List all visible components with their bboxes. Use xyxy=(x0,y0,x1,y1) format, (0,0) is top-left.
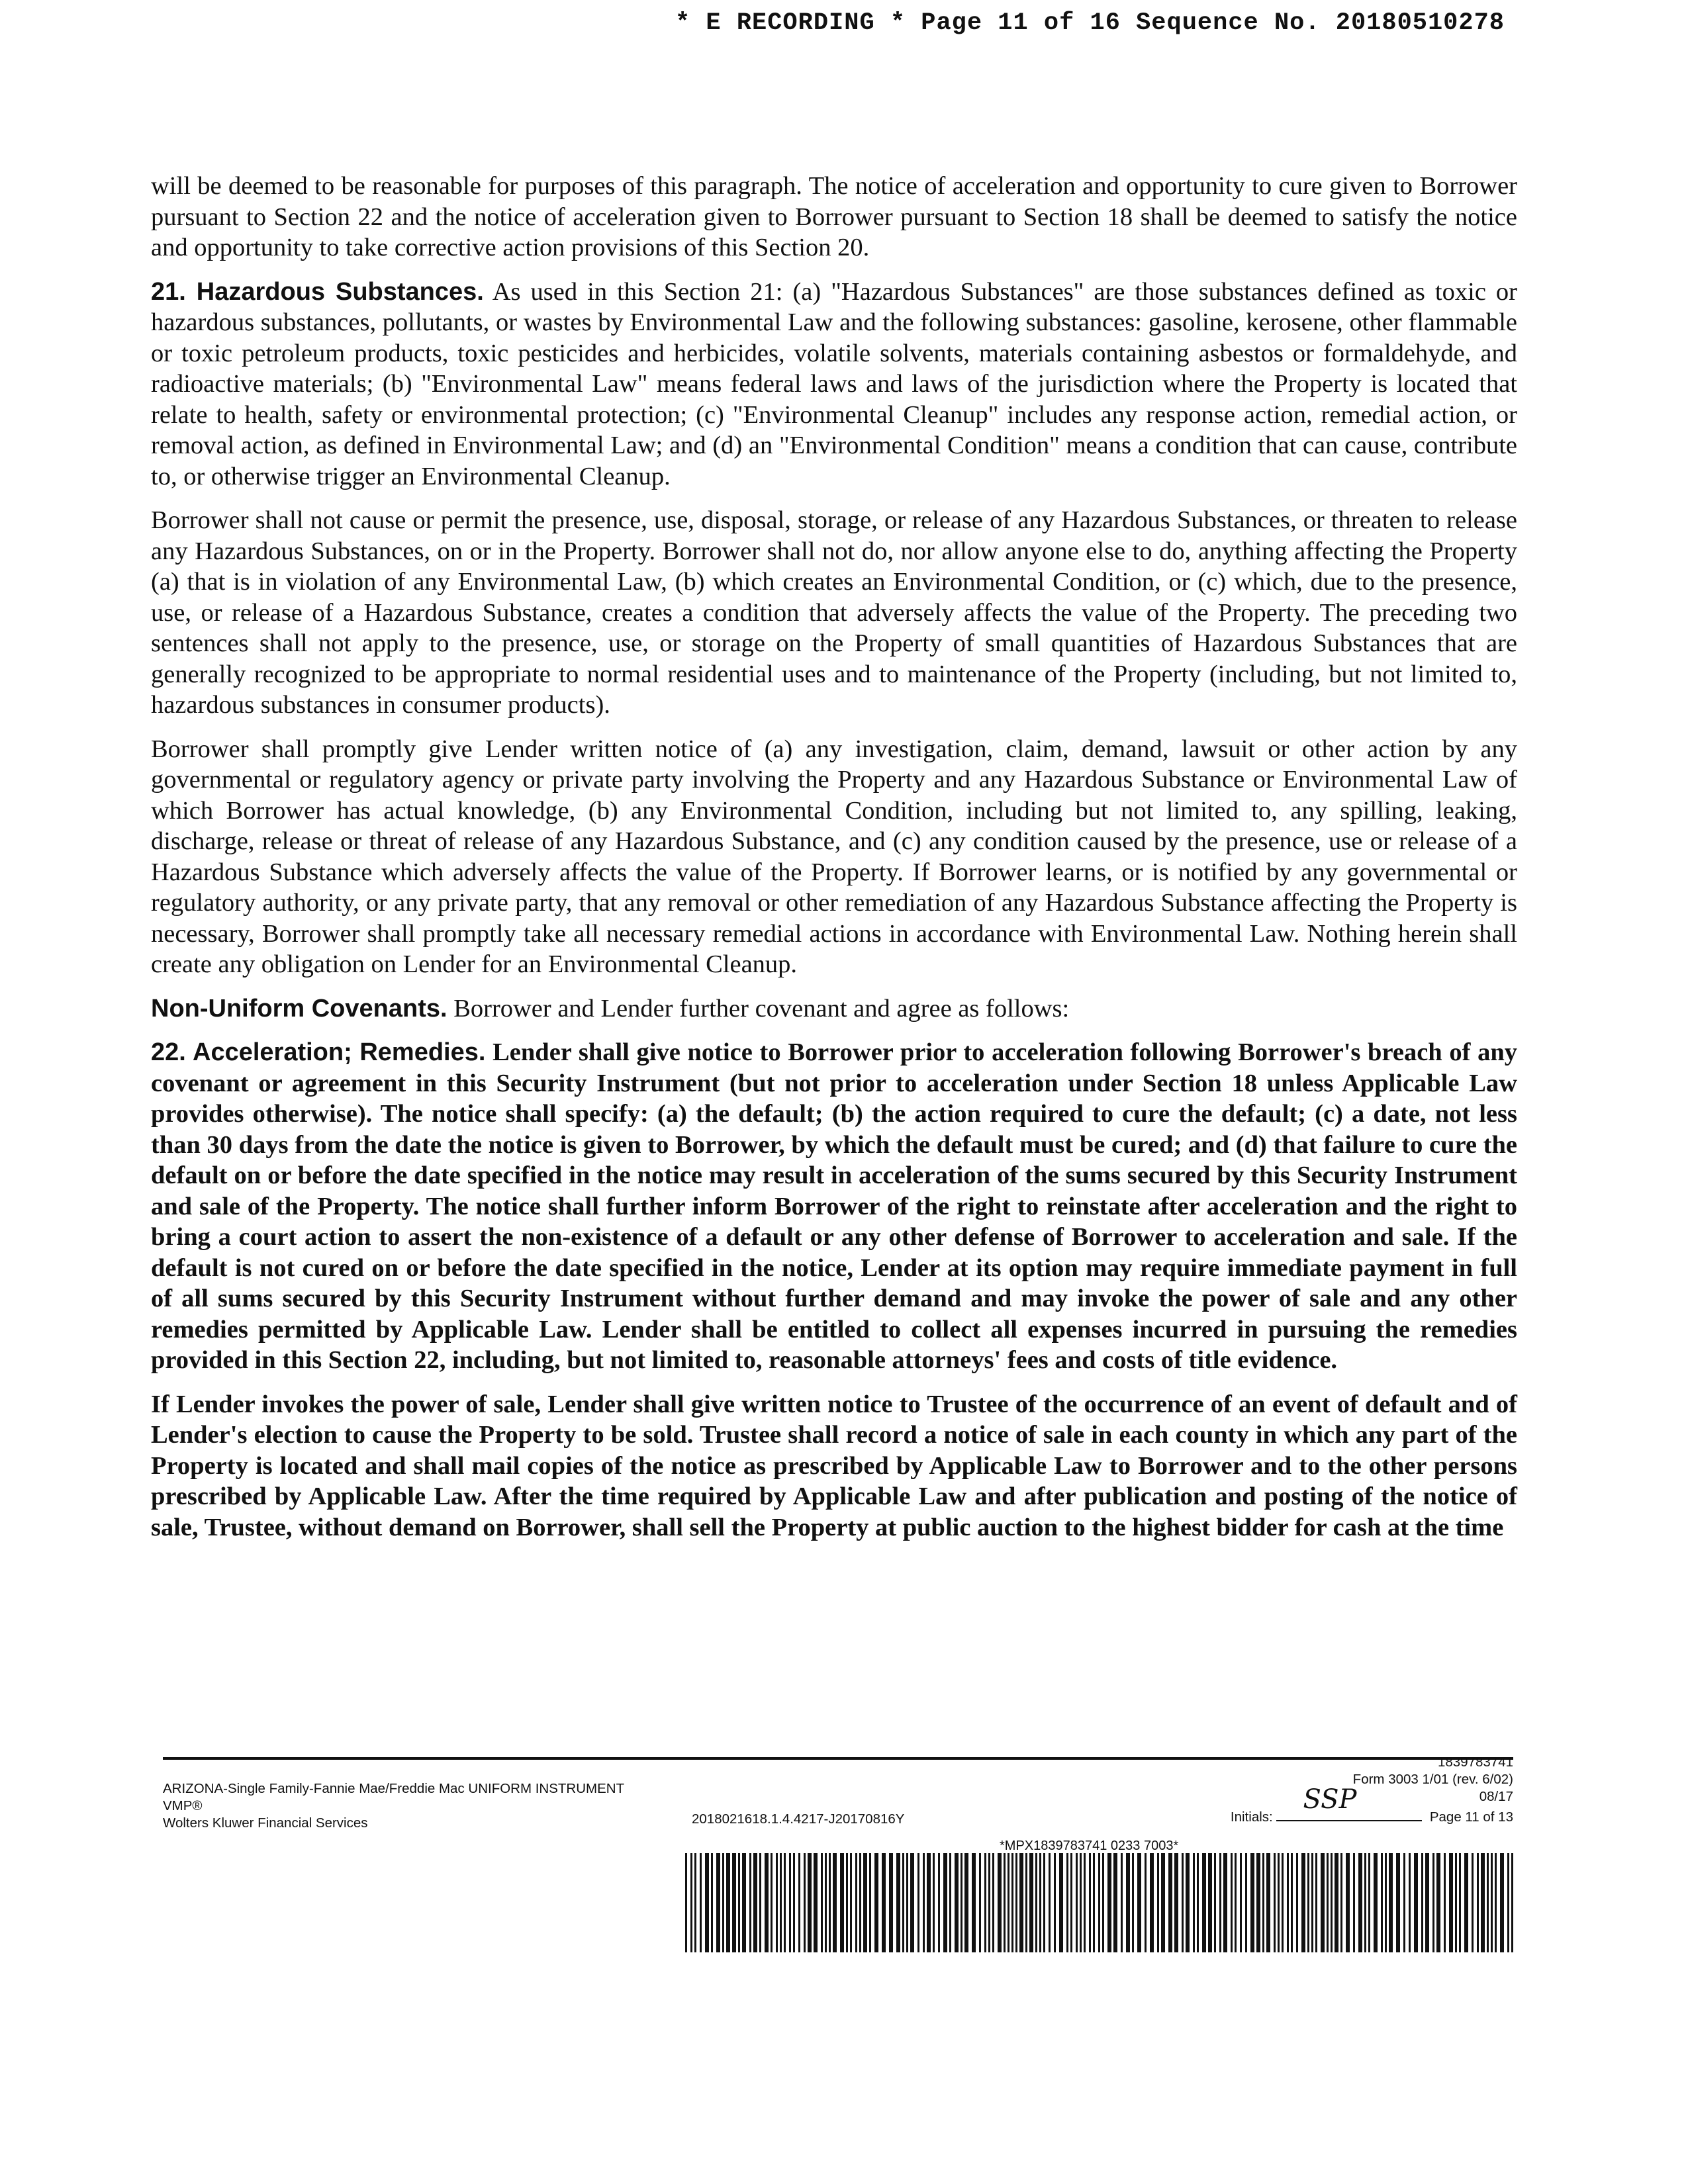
paragraph-non-uniform-covenants xyxy=(151,993,1517,1024)
barcode-bar xyxy=(1150,1853,1154,1952)
section-21-text: As used in this Section 21: (a) "Hazardous Substances" are those substances defined as toxic or hazardous substances, pollutants, or wastes by Environmental Law and the following substances: gasoline, kerosene, other flammable or toxic petroleum products, toxic pesticides and herbicides, volatile solvents, materials containing asbestos or formaldehyde, and radioactive materials; (b) "Environmental Law" means federal laws and laws of the jurisdiction where the Property is located that relate to health, safety or environmental protection; (c) "Environmental Cleanup" includes any response action, remedial action, or removal action, as defined in Environmental Law; and (d) an "Environmental Condition" means a condition that can cause, contribute to, or otherwise trigger an Environmental Cleanup. xyxy=(151,277,1517,490)
barcode-bar xyxy=(1491,1853,1493,1952)
barcode-bar xyxy=(1004,1853,1006,1952)
section-22-heading: 22. Acceleration; Remedies. xyxy=(151,1038,486,1066)
paragraph-section-22 xyxy=(151,1037,1517,1376)
barcode-bar xyxy=(923,1853,925,1952)
barcode-bar xyxy=(726,1853,730,1952)
barcode-bar xyxy=(1364,1853,1366,1952)
barcode-bar xyxy=(833,1853,837,1952)
barcode-bar xyxy=(711,1853,713,1952)
barcode-bar xyxy=(1455,1853,1457,1952)
barcode-bar xyxy=(1449,1853,1453,1952)
barcode-bar xyxy=(998,1853,1002,1952)
barcode-bar xyxy=(1444,1853,1446,1952)
page-info: Page 11 of 13 xyxy=(1429,1809,1513,1825)
barcode-bar xyxy=(1137,1853,1141,1952)
barcode-bar xyxy=(1008,1853,1009,1952)
barcode-bar xyxy=(1126,1853,1130,1952)
barcode-bar xyxy=(1472,1853,1474,1952)
barcode-bar xyxy=(1174,1853,1178,1952)
barcode-bar xyxy=(1436,1853,1440,1952)
barcode-bar xyxy=(1066,1853,1068,1952)
barcode-bar xyxy=(771,1853,773,1952)
barcode-bar xyxy=(1425,1853,1429,1952)
barcode-bar xyxy=(1296,1853,1298,1952)
barcode-bar xyxy=(1346,1853,1350,1952)
barcode-bar xyxy=(753,1853,757,1952)
barcode-bar xyxy=(988,1853,990,1952)
initials-field xyxy=(1276,1784,1422,1821)
barcode-bar xyxy=(943,1853,947,1952)
barcode-bar xyxy=(1307,1853,1309,1952)
barcode-bar xyxy=(1043,1853,1045,1952)
barcode-bar xyxy=(1353,1853,1355,1952)
barcode-bar xyxy=(784,1853,786,1952)
barcode-bar xyxy=(742,1853,746,1952)
barcode-bar xyxy=(700,1853,702,1952)
barcode-bar xyxy=(917,1853,919,1952)
barcode-bar xyxy=(840,1853,844,1952)
barcode-bar xyxy=(1197,1853,1199,1952)
barcode-bar xyxy=(1113,1853,1117,1952)
barcode-bar xyxy=(1157,1853,1159,1952)
initials-label: Initials: xyxy=(1230,1809,1273,1825)
barcode-bar xyxy=(1464,1853,1468,1952)
form-title: ARIZONA-Single Family-Fannie Mae/Freddie Mac UNIFORM INSTRUMENT xyxy=(163,1781,625,1796)
barcode-bar xyxy=(1321,1853,1325,1952)
barcode-bar xyxy=(1459,1853,1461,1952)
barcode-bar xyxy=(1311,1853,1313,1952)
barcode-bar xyxy=(1495,1853,1497,1952)
barcode-bar xyxy=(1481,1853,1485,1952)
barcode-bar xyxy=(1256,1853,1260,1952)
barcode-bar xyxy=(690,1853,692,1952)
barcode-bar xyxy=(1403,1853,1405,1952)
barcode-bar xyxy=(1389,1853,1393,1952)
barcode-bar xyxy=(927,1853,931,1952)
paragraph-power-of-sale: If Lender invokes the power of sale, Lender shall give written notice to Trustee of the occurrence of an event of default and of Lender's election to cause the Property to be sold. Trustee shall record a notice of sale in each county in which any part of the Property is located and shall mail copies of the notice as prescribed by Applicable Law to Borrower and to the other persons prescribed by Applicable Law. After the time required by Applicable Law and after publication and posting of the notice of sale, Trustee, without demand on Borrower, shall sell the Property at public auction to the highest bidder for cash at the time xyxy=(151,1390,1517,1541)
barcode-bar xyxy=(1193,1853,1195,1952)
barcode-bar xyxy=(776,1853,778,1952)
barcode-bar xyxy=(1368,1853,1370,1952)
barcode-bar xyxy=(1358,1853,1362,1952)
barcode-bar xyxy=(1331,1853,1333,1952)
barcode-bar xyxy=(1080,1853,1082,1952)
barcode-bar xyxy=(979,1853,981,1952)
barcode-bar xyxy=(938,1853,940,1952)
loan-number: 1839783741 xyxy=(1437,1754,1513,1770)
barcode xyxy=(685,1853,1514,1952)
barcode-bar xyxy=(1049,1853,1051,1952)
barcode-bar xyxy=(850,1853,852,1952)
barcode-bar xyxy=(1282,1853,1284,1952)
barcode-bar xyxy=(964,1853,968,1952)
initials-signature: SSP xyxy=(1303,1784,1357,1815)
barcode-bar xyxy=(685,1853,687,1952)
barcode-bar xyxy=(804,1853,806,1952)
form-number: Form 3003 1/01 (rev. 6/02) xyxy=(1352,1772,1513,1787)
barcode-bar xyxy=(1070,1853,1072,1952)
footer-left xyxy=(163,1780,624,1832)
barcode-bar xyxy=(1432,1853,1434,1952)
section-22-text: Lender shall give notice to Borrower prior to acceleration following Borrower's breach of any covenant or agreement in this Security Instrument (but not prior to acceleration under Section 18 unless Applicable Law provides otherwise). The notice shall specify: (a) the default; (b) the action required to cure the default; (c) a date, not less than 30 days from the date the notice is given to Borrower, by which the default must be cured; and (d) that failure to cure the default on or before the date specified in the notice may result in acceleration of the sums secured by this Security Instrument and sale of the Property. The notice shall further inform Borrower of the right to reinstate after acceleration and the right to bring a court action to assert the non-existence of a default or any other defense of Borrower to acceleration and sale. If the default is not cured on or before the date specified in the notice, Lender at its option may require immediate payment in full of all sums secured by this Security Instrument without further demand and may invoke the power of sale and any other remedies permitted by Applicable Law. Lender shall be entitled to collect all expenses incurred in pursuing the remedies provided in this Section 22, including, but not limited to, reasonable attorneys' fees and costs of title evidence. xyxy=(151,1038,1518,1374)
barcode-bar xyxy=(902,1853,904,1952)
barcode-bar xyxy=(1084,1853,1086,1952)
barcode-bar xyxy=(825,1853,827,1952)
paragraph-section-21 xyxy=(151,277,1517,492)
barcode-bar xyxy=(1214,1853,1216,1952)
barcode-bar xyxy=(793,1853,795,1952)
barcode-bar xyxy=(1121,1853,1123,1952)
barcode-bar xyxy=(1511,1853,1513,1952)
barcode-bar xyxy=(906,1853,908,1952)
vmp-mark: VMP® xyxy=(163,1798,203,1813)
barcode-bar xyxy=(1335,1853,1338,1952)
barcode-bar xyxy=(1396,1853,1400,1952)
barcode-bar xyxy=(1161,1853,1165,1952)
barcode-bar xyxy=(1107,1853,1111,1952)
barcode-bar xyxy=(1231,1853,1233,1952)
non-uniform-text: Borrower and Lender further covenant and agree as follows: xyxy=(447,994,1070,1023)
barcode-bar xyxy=(1102,1853,1104,1952)
barcode-bar xyxy=(1274,1853,1276,1952)
paragraph-borrower-obligations: Borrower shall not cause or permit the presence, use, disposal, storage, or release of any Hazardous Substances, or threaten to release any Hazardous Substances, on or in the Property. Borrower shall not do, nor allow anyone else to do, anything affecting the Property (a) that is in violation of any Environmental Law, (b) which creates an Environmental Condition, or (c) which, due to the presence, use, or release of a Hazardous Substance, creates a condition that adversely affects the value of the Property. The preceding two sentences shall not apply to the presence, use, or storage on the Property of small quantities of Hazardous Substances that are generally recognized to be appropriate to normal residential uses and to maintenance of the Property (including, but not limited to, hazardous substances in consumer products). xyxy=(151,506,1517,719)
barcode-bar xyxy=(933,1853,935,1952)
barcode-bar xyxy=(808,1853,812,1952)
barcode-bar xyxy=(1098,1853,1100,1952)
paragraph-section-20-end: will be deemed to be reasonable for purposes of this paragraph. The notice of acceleration and opportunity to cure given to Borrower pursuant to Section 22 and the notice of acceleration given to Borrower pursuant to Section 18 shall be deemed to satisfy the notice and opportunity to take corrective action provisions of this Section 20. xyxy=(151,172,1517,261)
barcode-bar xyxy=(1145,1853,1147,1952)
barcode-bar xyxy=(749,1853,751,1952)
barcode-bar xyxy=(1219,1853,1221,1952)
barcode-bar xyxy=(1089,1853,1091,1952)
barcode-bar xyxy=(1093,1853,1095,1952)
barcode-text: *MPX1839783741 0233 7003* xyxy=(1000,1839,1179,1853)
barcode-bar xyxy=(882,1853,886,1952)
barcode-bar xyxy=(855,1853,857,1952)
barcode-bar xyxy=(716,1853,720,1952)
publisher: Wolters Kluwer Financial Services xyxy=(163,1815,368,1831)
barcode-bar xyxy=(863,1853,867,1952)
barcode-bar xyxy=(1054,1853,1056,1952)
barcode-bar xyxy=(1076,1853,1078,1952)
barcode-bar xyxy=(1278,1853,1280,1952)
barcode-bar xyxy=(1381,1853,1383,1952)
barcode-bar xyxy=(984,1853,986,1952)
recording-header: * E RECORDING * Page 11 of 16 Sequence No. 20180510278 xyxy=(675,9,1505,37)
barcode-bar xyxy=(829,1853,831,1952)
barcode-bar xyxy=(869,1853,871,1952)
barcode-bar xyxy=(1245,1853,1247,1952)
barcode-bar xyxy=(1262,1853,1264,1952)
barcode-bar xyxy=(1059,1853,1063,1952)
barcode-bar xyxy=(1015,1853,1017,1952)
barcode-bar xyxy=(1186,1853,1190,1952)
barcode-bar xyxy=(846,1853,848,1952)
barcode-bar xyxy=(1266,1853,1270,1952)
barcode-bar xyxy=(1287,1853,1289,1952)
barcode-bar xyxy=(1035,1853,1037,1952)
barcode-bar xyxy=(961,1853,962,1952)
barcode-bar xyxy=(705,1853,709,1952)
barcode-bar xyxy=(1385,1853,1387,1952)
barcode-bar xyxy=(694,1853,696,1952)
barcode-bar xyxy=(1025,1853,1027,1952)
barcode-bar xyxy=(896,1853,900,1952)
barcode-bar xyxy=(1235,1853,1237,1952)
barcode-bar xyxy=(1250,1853,1254,1952)
barcode-bar xyxy=(1414,1853,1418,1952)
date-code: 08/17 xyxy=(1479,1789,1513,1804)
barcode-bar xyxy=(780,1853,782,1952)
barcode-bar xyxy=(1208,1853,1212,1952)
barcode-bar xyxy=(955,1853,959,1952)
barcode-bar xyxy=(1132,1853,1134,1952)
barcode-bar xyxy=(759,1853,761,1952)
barcode-bar xyxy=(814,1853,818,1952)
barcode-bar xyxy=(1477,1853,1479,1952)
barcode-bar xyxy=(798,1853,800,1952)
barcode-bar xyxy=(765,1853,769,1952)
barcode-bar xyxy=(1374,1853,1378,1952)
barcode-bar xyxy=(889,1853,893,1952)
barcode-bar xyxy=(859,1853,861,1952)
barcode-bar xyxy=(1240,1853,1242,1952)
barcode-bar xyxy=(949,1853,951,1952)
barcode-bar xyxy=(1011,1853,1013,1952)
barcode-bar xyxy=(1340,1853,1342,1952)
barcode-bar xyxy=(1500,1853,1504,1952)
barcode-bar xyxy=(1327,1853,1329,1952)
barcode-bar xyxy=(1029,1853,1033,1952)
barcode-bar xyxy=(1182,1853,1184,1952)
barcode-bar xyxy=(874,1853,878,1952)
barcode-bar xyxy=(722,1853,724,1952)
barcode-bar xyxy=(1291,1853,1293,1952)
document-body xyxy=(151,171,1517,1556)
barcode-bar xyxy=(821,1853,823,1952)
barcode-bar xyxy=(1019,1853,1023,1952)
barcode-bar xyxy=(1301,1853,1305,1952)
barcode-bar xyxy=(789,1853,791,1952)
barcode-bar xyxy=(1409,1853,1411,1952)
non-uniform-heading: Non-Uniform Covenants. xyxy=(151,994,447,1023)
barcode-bar xyxy=(1223,1853,1227,1952)
barcode-bar xyxy=(1168,1853,1172,1952)
paragraph-borrower-notice: Borrower shall promptly give Lender written notice of (a) any investigation, claim, demand, lawsuit or other action by any governmental or regulatory agency or private party involving the Property and any Hazardous Substance or Environmental Law of which Borrower has actual knowledge, (b) any Environmental Condition, including but not limited to, any spilling, leaking, discharge, release or threat of release of any Hazardous Substance, and (c) any condition caused by the presence, use or release of a Hazardous Substance which adversely affects the value of the Property. If Borrower learns, or is notified by any governmental or regulatory authority, or any private party, that any removal or other remediation of any Hazardous Substance affecting the Property is necessary, Borrower shall promptly take all necessary remedial actions in accordance with Environmental Law. Nothing herein shall create any obligation on Lender for an Environmental Cleanup. xyxy=(151,735,1517,978)
barcode-bar xyxy=(1315,1853,1317,1952)
barcode-bar xyxy=(1202,1853,1206,1952)
doc-code: 2018021618.1.4.4217-J20170816Y xyxy=(692,1811,905,1827)
barcode-bar xyxy=(910,1853,914,1952)
barcode-bar xyxy=(1039,1853,1041,1952)
barcode-bar xyxy=(1421,1853,1423,1952)
footer-right xyxy=(1231,1754,1513,1826)
barcode-bar xyxy=(1487,1853,1489,1952)
barcode-bar xyxy=(992,1853,994,1952)
barcode-bar xyxy=(738,1853,740,1952)
barcode-bar xyxy=(732,1853,736,1952)
section-21-heading: 21. Hazardous Substances. xyxy=(151,277,484,306)
barcode-bar xyxy=(1507,1853,1509,1952)
barcode-bar xyxy=(972,1853,976,1952)
